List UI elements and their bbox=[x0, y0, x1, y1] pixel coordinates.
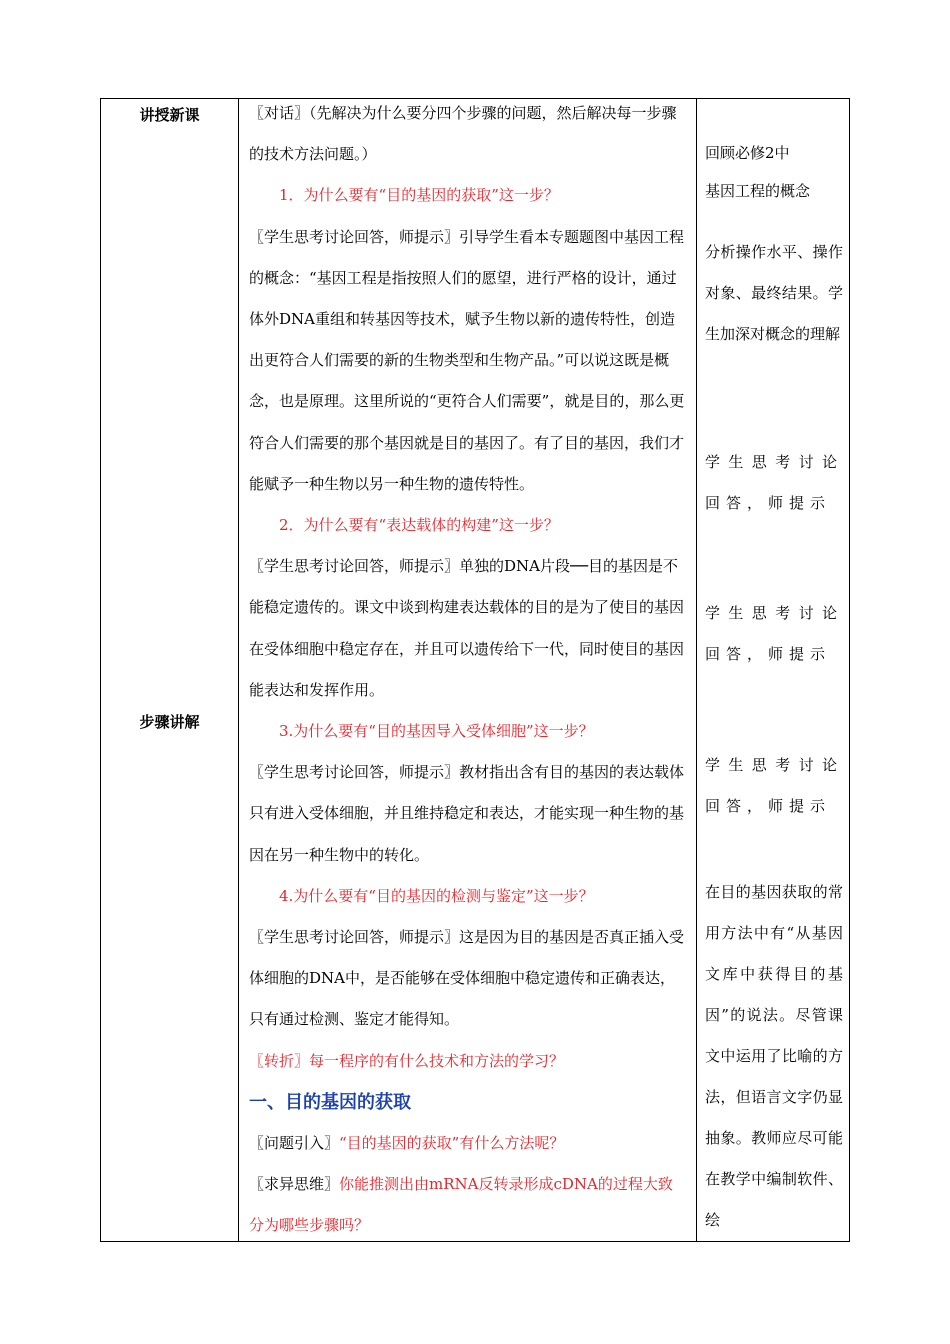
problem-intro-tag: 〖问题引入〗 bbox=[249, 1134, 340, 1153]
answer-1: 〖学生思考讨论回答，师提示〗引导学生看本专题题图中基因工程的概念：“基因工程是指按照人们的愿望，进行严格的设计，通过体外DNA重组和转基因等技术，赋予生物以新的遗传特性，创造出更符合人们需要的新的生物类型和生物产品。”可以说这既是概念，也是原理。这里所说的“更符合人们需要”，就是目的，那么更符合人们需要的那个基因就是目的基因了。有了目的基因，我们才能赋予一种生物以另一种生物的遗传特性。 bbox=[249, 227, 685, 493]
section-label-new-lesson: 讲授新课 bbox=[139, 106, 200, 124]
note-discussion-3: 学生思考讨论回答，师提示 bbox=[705, 756, 843, 815]
column-divider-left bbox=[238, 99, 239, 1241]
note-discussion-1: 学生思考讨论回答，师提示 bbox=[705, 453, 843, 512]
transition-question: 〖转折〗每一程序的有什么技术和方法的学习？ bbox=[249, 1051, 565, 1070]
question-1: 1．为什么要有“目的基因的获取”这一步？ bbox=[279, 186, 559, 205]
dialog-paragraph: 〖对话〗（先解决为什么要分四个步骤的问题，然后解决每一步骤的技术方法问题。） bbox=[249, 104, 677, 164]
section-heading: 一、目的基因的获取 bbox=[249, 1091, 411, 1113]
answer-2: 〖学生思考讨论回答，师提示〗单独的DNA片段──目的基因是不能稳定遗传的。课文中谈到构建表达载体的目的是为了使目的基因在受体细胞中稳定存在，并且可以遗传给下一代，同时使目的基因能表达和发挥作用。 bbox=[249, 557, 685, 699]
divergent-thinking-tag: 〖求异思维〗 bbox=[249, 1175, 340, 1194]
note-gene-library: 在目的基因获取的常用方法中有“从基因文库中获得目的基因”的说法。尽管课文中运用了比喻的方法，但语言文字仍显抽象。教师应尽可能在教学中编制软件、绘 bbox=[705, 883, 843, 1229]
divergent-thinking bbox=[249, 1164, 687, 1246]
note-discussion-2: 学生思考讨论回答，师提示 bbox=[705, 604, 843, 663]
answer-4: 〖学生思考讨论回答，师提示〗这是因为目的基因是否真正插入受体细胞的DNA中，是否能够在受体细胞中稳定遗传和正确表达，只有通过检测、鉴定才能得知。 bbox=[249, 928, 685, 1029]
note-review-b: 基因工程的概念 bbox=[705, 182, 811, 200]
question-4: 4.为什么要有“目的基因的检测与鉴定”这一步？ bbox=[279, 886, 594, 905]
note-analysis: 分析操作水平、操作对象、最终结果。学生加深对概念的理解 bbox=[705, 243, 843, 343]
section-label-steps: 步骤讲解 bbox=[139, 713, 200, 731]
divergent-thinking-text: 你能推测出由mRNA反转录形成cDNA的过程大致分为哪些步骤吗？ bbox=[249, 1175, 673, 1235]
problem-intro bbox=[249, 1123, 687, 1164]
question-2: 2．为什么要有“表达载体的构建”这一步？ bbox=[279, 516, 559, 535]
answer-3: 〖学生思考讨论回答，师提示〗教材指出含有目的基因的表达载体只有进入受体细胞，并且维持稳定和表达，才能实现一种生物的基因在另一种生物中的转化。 bbox=[249, 763, 685, 864]
lesson-table bbox=[100, 98, 850, 1242]
note-review-a: 回顾必修2中 bbox=[705, 144, 790, 162]
problem-intro-text: “目的基因的获取”有什么方法呢？ bbox=[339, 1134, 565, 1153]
main-content bbox=[249, 93, 687, 1247]
question-3: 3.为什么要有“目的基因导入受体细胞”这一步？ bbox=[279, 722, 594, 741]
column-divider-right bbox=[696, 99, 697, 1241]
